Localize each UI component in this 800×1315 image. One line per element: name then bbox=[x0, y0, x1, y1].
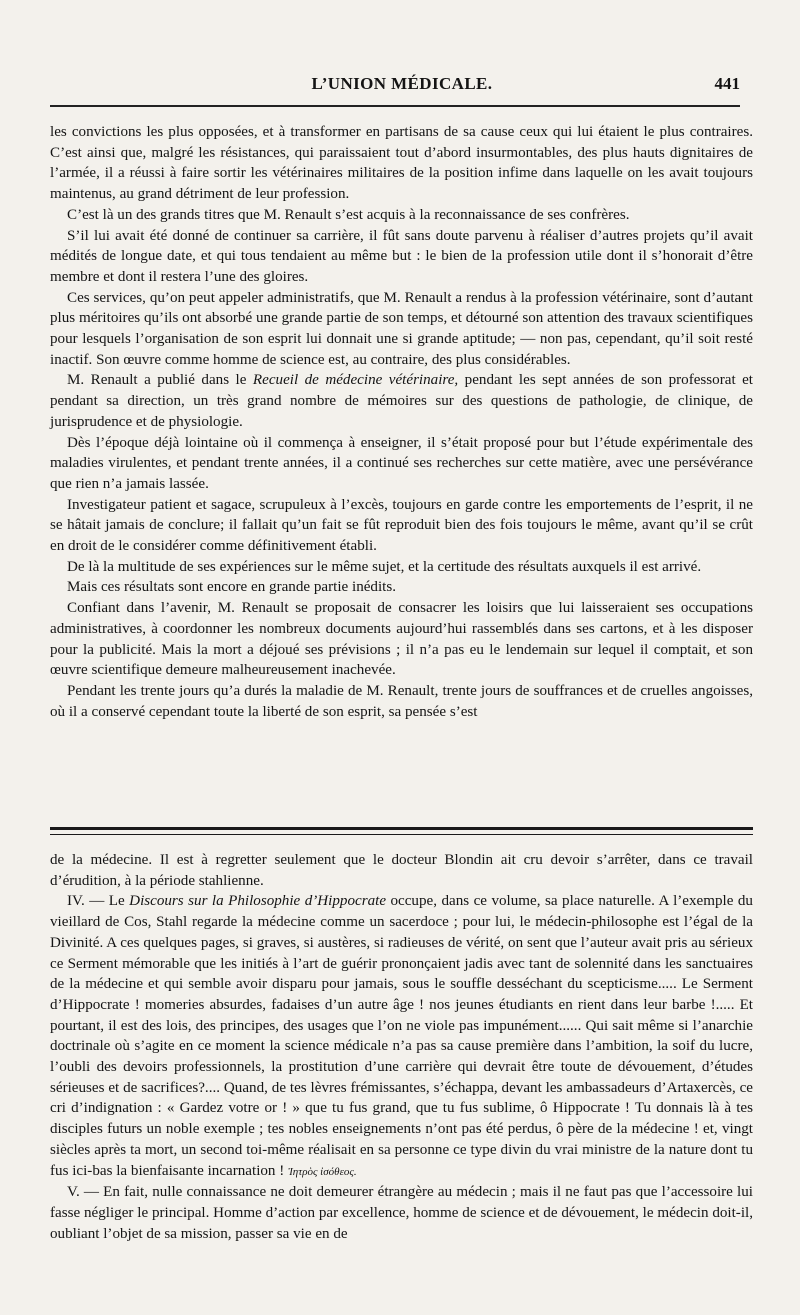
paragraph: S’il lui avait été donné de continuer sa carrière, il fût sans doute parvenu à réaliser d’autres projets qu’il avait médités de longue date, et qui tous tendaient au même but : le bien de la profession utile dont il s’honorait d’être membre et dont il restera l’une des gloires. bbox=[50, 227, 753, 285]
upper-column bbox=[50, 122, 753, 722]
paragraph: Mais ces résultats sont encore en grande partie inédits. bbox=[67, 579, 397, 596]
paragraph: V. — En fait, nulle connaissance ne doit demeurer étrangère au médecin ; mais il ne faut pas que l’accessoire lui fasse négliger le principal. Homme d’action par excellence, homme de science et de dévouement, le médecin doit-il, oubliant l’objet de sa mission, passer sa vie en de bbox=[50, 1184, 753, 1242]
work-title: Discours sur la Philosophie d’Hippocrate bbox=[129, 893, 387, 910]
paragraph bbox=[50, 891, 753, 1182]
page-number: 441 bbox=[714, 74, 740, 93]
paragraph: Investigateur patient et sagace, scrupuleux à l’excès, toujours en garde contre les emportements de l’esprit, il ne se hâtait jamais de conclure; il fallait qu’un fait se fût reproduit bien des fois toujours le même, avant qu’il se crût en droit de le considérer comme définitivement établi. bbox=[50, 496, 753, 555]
paragraph: Confiant dans l’avenir, M. Renault se proposait de consacrer les loisirs que lui laisseraient ses occupations administratives, à coordonner les nombreux documents aujourd’hui rassemblés dans ses cartons, et à les disposer pour la publicité. Mais la mort a déjoué ses prévisions ; il n’a pas eu le lendemain sur lequel il comptait, et son œuvre scientifique demeure malheureusement inachevée. bbox=[50, 600, 753, 679]
lower-column bbox=[50, 850, 753, 1244]
paragraph: Pendant les trente jours qu’a durés la maladie de M. Renault, trente jours de souffrances et de cruelles angoisses, où il a conservé cependant toute la liberté de son esprit, sa pensée s’est bbox=[50, 682, 753, 720]
running-title: L’UNION MÉDICALE. bbox=[311, 74, 493, 93]
paragraph: Dès l’époque déjà lointaine où il commença à enseigner, il s’était proposé pour but l’étude expérimentale des maladies virulentes, et pendant trente années, il a continué ses recherches sur cette matière, avec une persévérance que rien n’a jamais lassée. bbox=[50, 434, 753, 492]
text-span: pendant les sept années de son professorat et pendant sa direction, un très grand nombre de mémoires sur des questions de pathologie, de clinique, de jurisprudence et de physiologie. bbox=[50, 372, 753, 430]
greek-quote: Ἰητρὸς ἰσόθεος. bbox=[288, 1165, 357, 1178]
section-divider bbox=[50, 827, 753, 835]
paragraph: C’est là un des grands titres que M. Renault s’est acquis à la reconnaissance de ses confrères. bbox=[67, 206, 630, 223]
header-rule bbox=[50, 105, 740, 107]
paragraph: Ces services, qu’on peut appeler administratifs, que M. Renault a rendus à la profession vétérinaire, sont d’autant plus méritoires qu’ils ont absorbé une grande partie de son temps, et détourné son attention des travaux scientifiques pour lesquels l’organisation de son esprit lui donnait une si grande aptitude; — non pas, cependant, qu’il soit resté inactif. Son œuvre comme homme de science est, au contraire, des plus considérables. bbox=[50, 289, 753, 368]
paragraph: les convictions les plus opposées, et à transformer en partisans de sa cause ceux qui lui étaient le plus contraires. C’est ainsi que, malgré les résistances, qui paraissaient tout d’abord insurmontables, des plus hauts dignitaires de l’armée, il a réussi à faire sortir les vétérinaires militaires de la position infime dans laquelle on les avait toujours maintenus, au grand détriment de leur profession. bbox=[50, 124, 753, 203]
text-span: occupe, dans ce volume, sa place naturelle. A l’exemple du vieillard de Cos, Stahl regarde la médecine comme un sacerdoce ; pour lui, le médecin-philosophe est l’égal de la Divinité. A ces quelques pages, si graves, si austères, si radieuses de vérité, on sent que l’auteur avait pris au sérieux ce Serment mémorable que les initiés à l’art de guérir prononçaient jadis avec tant de solennité dans les sanctuaires de la médecine et qui semble avoir disparu pour jamais, sous le souffle desséchant du scepticisme..... Le Serment d’Hippocrate ! momeries absurdes, fadaises d’un autre âge ! nos jeunes étudiants en rient dans leur barbe !..... Et pourtant, il est des lois, des principes, des usages que l’on ne viole pas impunément...... Qui sait même si l’anarchie doctrinale où s’agite en ce moment la science médicale n’a pas sa cause première dans l’ambition, la soif du lucre, l’oubli des devoirs professionnels, la prostitution d’une carrière qui devrait être toute de dévouement, d’études sérieuses et de sacrifices?.... Quand, de tes lèvres frémissantes, s’échappa, devant les ambassadeurs d’Artaxercès, ce cri d’indignation : « Gardez votre or ! » que tu fus grand, que tu fus sublime, ô Hippocrate ! Tu donnais là à tes disciples futurs un noble exemple ; tes nobles enseignements n’ont pas été perdus, ô père de la médecine ! et, vingt siècles après ta mort, un second toi-même réalisait en sa personne ce type divin du vrai ministre de la nature dont tu fus ici-bas la bienfaisante incarnation ! bbox=[50, 893, 753, 1179]
journal-title: Recueil de médecine vétérinaire, bbox=[252, 372, 459, 389]
text-span: M. Renault a publié dans le bbox=[67, 372, 253, 389]
paragraph bbox=[50, 370, 753, 432]
text-span: IV. — Le bbox=[67, 893, 130, 910]
paragraph: de la médecine. Il est à regretter seulement que le docteur Blondin ait cru devoir s’arrêter, dans ce travail d’érudition, à la période stahlienne. bbox=[50, 852, 753, 889]
page-header bbox=[50, 74, 754, 100]
paragraph: De là la multitude de ses expériences sur le même sujet, et la certitude des résultats auxquels il est arrivé. bbox=[67, 558, 702, 575]
